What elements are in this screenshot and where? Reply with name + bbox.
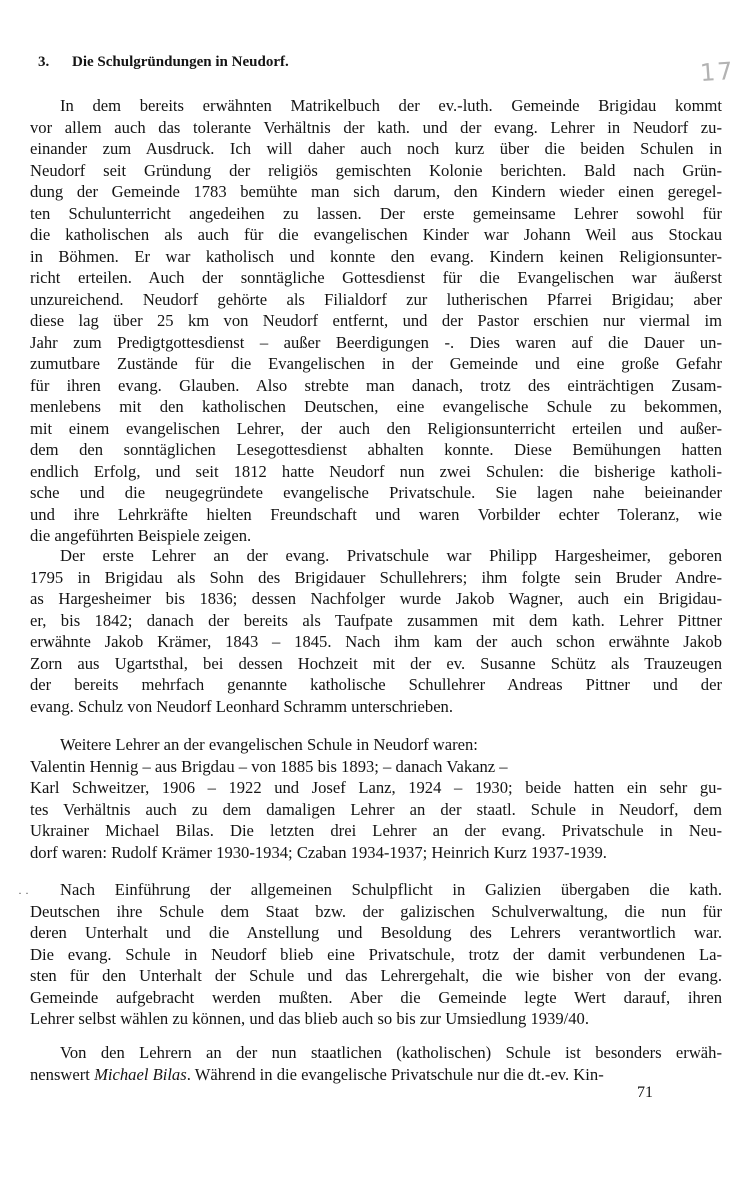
text-line: zumutbare Zustände für die Evangelischen in der Gemeinde und eine große Gefahr <box>30 354 722 373</box>
text-line: Deutschen ihre Schule dem Staat bzw. der galizischen Schulverwaltung, die nun für <box>30 901 722 921</box>
text-line: und ihre Lehrkräfte hielten Freundschaft und waren Vorbilder echter Toleranz, wie <box>30 504 722 524</box>
text-line: Karl Schweitzer, 1906 – 1922 und Josef Lanz, 1924 – 1930; beide hatten ein sehr gu- <box>30 778 722 797</box>
text-line: sche und die neugegründete evangelische Privatschule. Sie lagen nahe beieinander <box>30 483 722 502</box>
text-line <box>30 1064 722 1086</box>
text-line: In dem bereits erwähnten Matrikelbuch der ev.-luth. Gemeinde Brigidau kommt <box>60 96 722 115</box>
text-line: dorf waren: Rudolf Krämer 1930-1934; Czaban 1934-1937; Heinrich Kurz 1937-1939. <box>30 842 607 862</box>
text-line: Die evang. Schule in Neudorf blieb eine Privatschule, trotz der damit verbundenen La- <box>30 944 722 964</box>
person-name: Michael Bilas <box>94 1064 187 1084</box>
text-line: der bereits mehrfach genannte katholische Schullehrer Andreas Pittner und der <box>30 675 722 694</box>
text-line: die angeführten Beispiele zeigen. <box>30 526 252 545</box>
handwritten-page-note: 17 <box>699 56 736 88</box>
text-line: evang. Schulz von Neudorf Leonhard Schramm unterschrieben. <box>30 696 454 716</box>
paragraph-4 <box>30 879 722 1030</box>
text-line: deren Unterhalt und die Anstellung und Besoldung des Lehrers verantwortlich war. <box>30 923 722 942</box>
section-number: 3. <box>38 54 50 70</box>
text-line: Der erste Lehrer an der evang. Privatschule war Philipp Hargesheimer, geboren <box>60 546 722 565</box>
text-line: in Böhmen. Er war katholisch und konnte den evang. Kindern keinen Religionsunter- <box>30 246 722 266</box>
text-line: Lehrer selbst wählen zu können, und das blieb auch so bis zur Umsiedlung 1939/40. <box>30 1009 590 1028</box>
text-line: Neudorf seit Gründung der religiös gemischten Kolonie berichten. Bald nach Grün- <box>30 160 722 180</box>
text-segment: nenswert <box>30 1064 95 1084</box>
section-title: Die Schulgründungen in Neudorf. <box>72 54 289 70</box>
text-line: as Hargesheimer bis 1836; dessen Nachfolger wurde Jakob Wagner, auch ein Brigidau- <box>30 589 722 608</box>
section-heading <box>38 54 289 71</box>
scan-mark: · · <box>18 886 29 900</box>
text-line: er, bis 1842; danach der bereits als Taufpate zusammen mit dem kath. Lehrer Pittner <box>30 610 722 630</box>
text-line: unzureichend. Neudorf gehörte als Filialdorf zur lutherischen Pfarrei Brigidau; aber <box>30 289 722 309</box>
paragraph-5 <box>30 1042 722 1085</box>
text-line: für ihren evang. Glauben. Also strebte man danach, trotz des einträchtigen Zusam- <box>30 375 722 395</box>
text-line: diese lag über 25 km von Neudorf entfernt, und der Pastor erschien nur viermal im <box>30 311 722 330</box>
text-line: einander zum Ausdruck. Ich will daher auch noch kurz über die beiden Schulen in <box>30 139 722 158</box>
text-line: mit einem evangelischen Lehrer, der auch den Religionsunterricht erteilen und außer- <box>30 418 722 438</box>
text-line: Jahr zum Predigtgottesdienst – außer Beerdigungen -. Dies waren auf die Dauer un- <box>30 332 722 352</box>
text-line: menlebens mit den katholischen Deutschen, eine evangelische Schule zu bekommen, <box>30 397 722 416</box>
text-line: dung der Gemeinde 1783 bemühte man sich darum, den Kindern wieder einen geregel- <box>30 182 722 201</box>
paragraph-2 <box>30 545 722 717</box>
text-line: endlich Erfolg, und seit 1812 hatte Neudorf nun zwei Schulen: die bisherige katholi- <box>30 461 722 481</box>
text-line: Valentin Hennig – aus Brigdau – von 1885 bis 1893; – danach Vakanz – <box>30 756 508 776</box>
text-line: tes Verhältnis auch zu dem damaligen Lehrer an der staatl. Schule in Neudorf, dem <box>30 799 722 819</box>
text-line: Zorn aus Ugartsthal, bei dessen Hochzeit mit der ev. Susanne Schütz als Trauzeugen <box>30 653 722 673</box>
page-number: 71 <box>637 1084 653 1101</box>
text-line: vor allem auch das tolerante Verhältnis der kath. und der evang. Lehrer in Neudorf zu- <box>30 117 722 137</box>
text-line: 1795 in Brigidau als Sohn des Brigidauer Schullehrers; ihm folgte sein Bruder Andre- <box>30 567 722 587</box>
text-line: erwähnte Jakob Krämer, 1843 – 1845. Nach ihm kam der auch schon erwähnte Jakob <box>30 632 722 651</box>
paragraph-1 <box>30 95 722 547</box>
text-line: Nach Einführung der allgemeinen Schulpflicht in Galizien übergaben die kath. <box>60 880 722 899</box>
text-line: richt erteilen. Auch der sonntägliche Gottesdienst für die Evangelischen war äußerst <box>30 268 722 287</box>
text-line: Ukrainer Michael Bilas. Die letzten drei Lehrer an der evang. Privatschule in Neu- <box>30 821 722 840</box>
paragraph-3 <box>30 734 722 863</box>
text-line: Weitere Lehrer an der evangelischen Schule in Neudorf waren: <box>60 735 478 754</box>
text-line: die katholischen als auch für die evangelischen Kinder war Johann Weil aus Stockau <box>30 225 722 244</box>
text-line: dem den sonntäglichen Lesegottesdienst abhalten konnte. Diese Bemühungen hatten <box>30 440 722 459</box>
text-line: Gemeinde aufgebracht werden mußten. Aber die Gemeinde legte Wert darauf, ihren <box>30 987 722 1007</box>
text-line: Von den Lehrern an der nun staatlichen (katholischen) Schule ist besonders erwäh- <box>60 1043 722 1062</box>
text-line: sten für den Unterhalt der Schule und das Lehrergehalt, die wie bisher von der evang. <box>30 966 722 985</box>
text-segment: . Während in die evangelische Privatschule nur die dt.-ev. Kin- <box>186 1064 604 1084</box>
text-line: ten Schulunterricht angedeihen zu lassen. Der erste gemeinsame Lehrer sowohl für <box>30 203 722 223</box>
